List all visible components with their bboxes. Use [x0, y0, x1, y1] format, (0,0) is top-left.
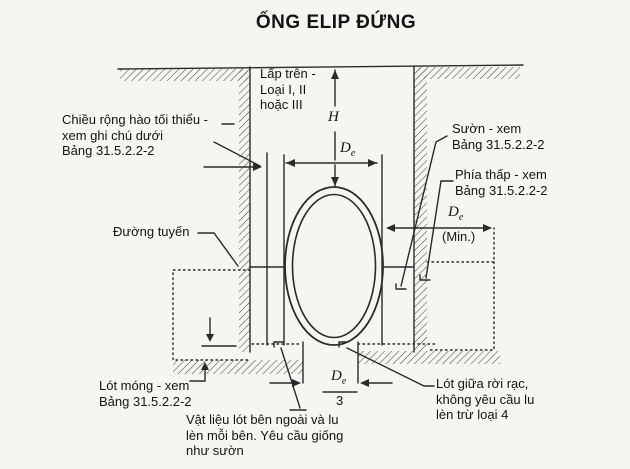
- dim-de-min-base: D: [448, 204, 459, 220]
- label-fill-top-line-1: Lấp trên -: [260, 66, 316, 81]
- label-foundation-line-1: Lót móng - xem: [99, 378, 190, 393]
- label-haunch-line-1: Sườn - xem: [452, 121, 522, 136]
- label-middle-bedding-line-3: lèn trừ loại 4: [436, 407, 509, 422]
- dim-de-third-numerator: [331, 368, 346, 385]
- label-route-line: Đường tuyến: [113, 224, 190, 239]
- h-arrow-down: [331, 177, 339, 186]
- label-lower-side-line-2: Bảng 31.5.2.2-2: [455, 182, 548, 198]
- dim-de-top-sub: e: [350, 148, 356, 159]
- base-hatch-right: [358, 351, 500, 364]
- de-third-arrow-right: [360, 379, 369, 387]
- h-arrow-up: [331, 70, 339, 79]
- outer-bedding-leader: [274, 342, 306, 410]
- de-min-arrow-left: [386, 224, 395, 232]
- label-middle-bedding-line-1: Lót giữa rời rạc,: [436, 376, 529, 391]
- label-fill-top: [260, 66, 316, 113]
- dotted-bedding-outline: [173, 228, 494, 360]
- label-trench-width: [62, 112, 208, 159]
- dim-de-third-sub: e: [341, 376, 347, 387]
- label-outer-bedding-line-2: lèn mỗi bên. Yêu cầu giống: [186, 427, 344, 443]
- pipe-inner-wall: [293, 195, 376, 338]
- label-outer-bedding-line-1: Vật liệu lót bên ngoài và lu: [186, 412, 339, 427]
- dim-de-top: [340, 140, 355, 157]
- label-haunch-line-2: Bảng 31.5.2.2-2: [452, 136, 545, 152]
- dim-de-min: [448, 204, 463, 221]
- label-outer-bedding-line-3: như sườn: [186, 443, 244, 458]
- ground-hatch-left: [120, 69, 248, 81]
- label-foundation: [99, 378, 192, 409]
- label-trench-width-line-2: xem ghi chú dưới: [62, 127, 164, 143]
- dim-de-min-sub: e: [458, 212, 464, 223]
- label-lower-side-line-1: Phía thấp - xem: [455, 167, 547, 182]
- label-middle-bedding-line-2: không yêu cầu lu: [436, 391, 535, 407]
- dim-de-third-denominator: 3: [336, 393, 344, 408]
- trench-wall-hatch-right: [414, 67, 427, 352]
- dim-de-top-base: D: [340, 140, 351, 156]
- trench-wall-hatch-left: [239, 68, 250, 352]
- de-arrow-right: [368, 159, 377, 167]
- de-min-arrow-right: [483, 224, 492, 232]
- label-haunch: [452, 121, 545, 152]
- trench-width-leader: [204, 124, 260, 167]
- elliptical-pipe: [285, 187, 383, 345]
- dim-h: H: [328, 109, 339, 125]
- label-lower-side: [455, 167, 548, 198]
- label-foundation-line-2: Bảng 31.5.2.2-2: [99, 393, 192, 409]
- label-trench-width-line-1: Chiều rộng hào tối thiểu -: [62, 112, 208, 127]
- label-middle-bedding: [436, 376, 534, 423]
- base-hatch-left: [173, 360, 303, 374]
- label-trench-width-line-3: Bảng 31.5.2.2-2: [62, 143, 155, 158]
- pipe-outer-wall: [285, 187, 383, 345]
- bedding-thickness-arrow: [206, 334, 214, 342]
- bedding-thickness-indicator: [202, 318, 236, 346]
- dim-de-third-base: D: [331, 368, 342, 384]
- label-fill-top-line-2: Loại I, II: [260, 81, 307, 97]
- label-fill-top-line-3: hoặc III: [260, 97, 303, 112]
- outer-bedding-box-right: [427, 228, 494, 350]
- de-arrow-left: [286, 159, 295, 167]
- route-line-leader: [198, 233, 238, 266]
- dim-min-qualifier: (Min.): [442, 229, 476, 244]
- label-outer-bedding: [186, 412, 343, 459]
- de-third-arrow-left: [292, 379, 301, 387]
- diagram-title: ỐNG ELIP ĐỨNG: [255, 12, 417, 33]
- ground-hatch-right: [416, 67, 520, 79]
